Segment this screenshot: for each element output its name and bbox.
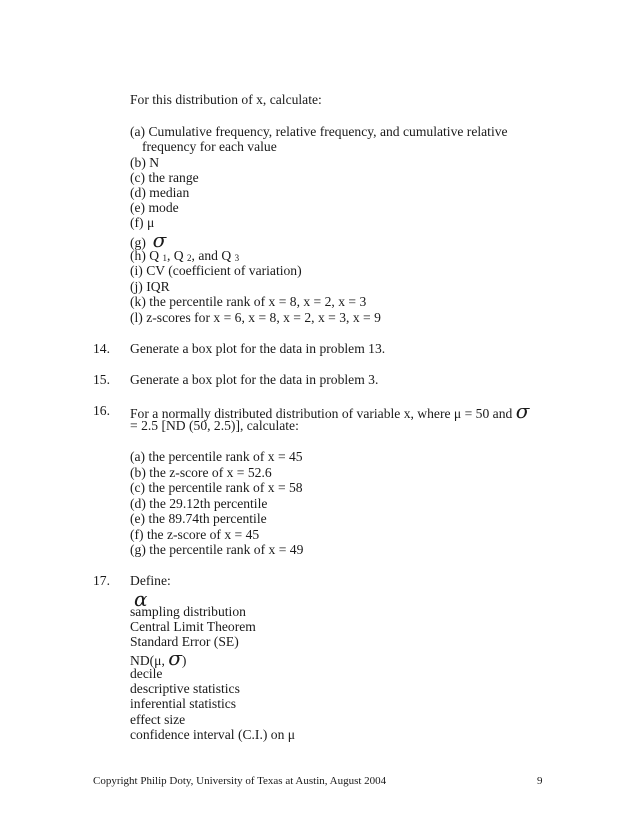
item-16e: (e) the 89.74th percentile	[130, 511, 267, 526]
sigma-symbol: σ	[515, 399, 530, 423]
item-13a-line2: frequency for each value	[142, 139, 277, 154]
problem-16-line2: = 2.5 [ND (50, 2.5)], calculate:	[130, 418, 299, 433]
alpha-glyph: α	[134, 587, 148, 611]
term-standard-error: Standard Error (SE)	[130, 634, 239, 649]
problem-17-title: Define:	[130, 573, 171, 588]
problem-14-number: 14.	[93, 341, 110, 356]
nd-suffix: )	[181, 653, 187, 668]
intro-text: For this distribution of x, calculate:	[130, 92, 322, 107]
problem-17-number: 17.	[93, 573, 110, 588]
footer-copyright: Copyright Philip Doty, University of Texas at Austin, August 2004	[93, 775, 387, 787]
item-13l: (l) z-scores for x = 6, x = 8, x = 2, x = 3, x = 9	[130, 310, 381, 325]
item-13j: (j) IQR	[130, 279, 170, 294]
item-13d: (d) median	[130, 185, 190, 200]
item-13f: (f) μ	[130, 215, 155, 230]
item-13g-label: (g)	[130, 235, 146, 250]
item-13h-q2: , Q	[166, 248, 184, 263]
term-effect-size: effect size	[130, 712, 186, 727]
item-13h-label: (h) Q	[130, 248, 160, 263]
item-16b: (b) the z-score of x = 52.6	[130, 465, 272, 480]
term-inferential-statistics: inferential statistics	[130, 696, 237, 711]
item-13b: (b) N	[130, 155, 160, 170]
sigma-symbol: σ	[152, 228, 167, 252]
item-13a-line1: (a) Cumulative frequency, relative frequency, and cumulative relative	[130, 124, 508, 139]
sigma-symbol: σ	[168, 646, 182, 670]
item-13e: (e) mode	[130, 200, 179, 215]
problem-16-line1-text: For a normally distributed distribution of variable x, where μ = 50 and	[130, 406, 513, 421]
problem-16-number: 16.	[93, 403, 110, 418]
item-16f: (f) the z-score of x = 45	[130, 527, 260, 542]
item-16c: (c) the percentile rank of x = 58	[130, 480, 303, 495]
nd-prefix: ND(μ,	[130, 653, 165, 668]
subscript-2: 2	[187, 253, 192, 263]
item-13h-q3: , and Q	[191, 248, 232, 263]
term-decile: decile	[130, 666, 163, 681]
item-13i: (i) CV (coefficient of variation)	[130, 263, 302, 278]
term-sampling-distribution: sampling distribution	[130, 604, 246, 619]
problem-15-text: Generate a box plot for the data in problem 3.	[130, 372, 379, 387]
term-descriptive-statistics: descriptive statistics	[130, 681, 240, 696]
subscript-3: 3	[234, 253, 240, 263]
problem-15-number: 15.	[93, 372, 110, 387]
term-central-limit-theorem: Central Limit Theorem	[130, 619, 256, 634]
item-13c: (c) the range	[130, 170, 199, 185]
term-confidence-interval: confidence interval (C.I.) on μ	[130, 727, 296, 742]
problem-14-text: Generate a box plot for the data in problem 13.	[130, 341, 386, 356]
page-number: 9	[537, 775, 543, 787]
item-16d: (d) the 29.12th percentile	[130, 496, 268, 511]
item-16a: (a) the percentile rank of x = 45	[130, 449, 303, 464]
subscript-1: 1	[162, 253, 167, 263]
item-16g: (g) the percentile rank of x = 49	[130, 542, 304, 557]
item-13k: (k) the percentile rank of x = 8, x = 2, x = 3	[130, 294, 367, 309]
